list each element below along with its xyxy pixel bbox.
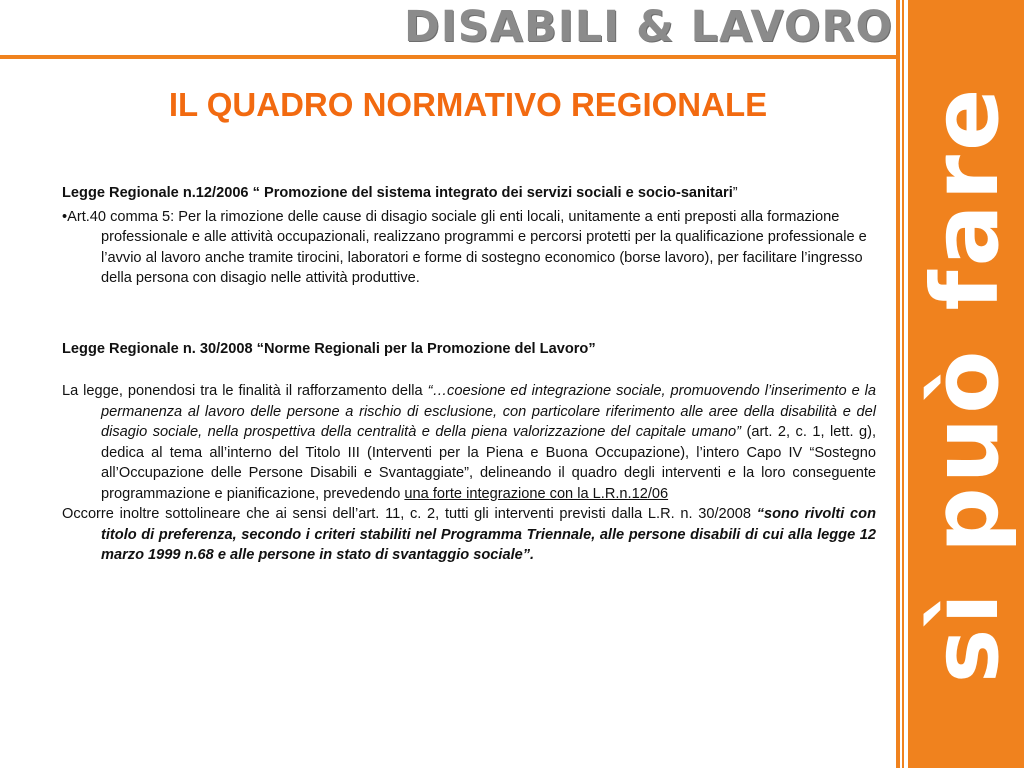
law-12-2006-heading-text: Legge Regionale n.12/2006 “ Promozione del sistema integrato dei servizi sociali e socio-sanitar [62,185,729,201]
page-title: IL QUADRO NORMATIVO REGIONALE [168,86,768,123]
law-12-2006-heading [62,183,876,204]
paragraph-text: La legge, ponendosi tra le finalità il rafforzamento della [62,383,428,399]
law-30-2008-heading: Legge Regionale n. 30/2008 “Norme Regionali per la Promozione del Lavoro” [62,340,596,357]
paragraph-text-continued: (art. 2, c. 1, lett. g), dedica al tema all’interno del Titolo III (Interventi per la Piena e Buona Occupazione), l’intero Capo IV “Sostegno all’Occupazione delle Persone Disabili e Svantaggiate”, delineando il quadro degli interventi e la loro conseguente programmazione e pianificazione, prevedendo [101,424,876,502]
slide-content [62,183,876,566]
paragraph-text: Occorre inoltre sottolineare che ai sensi dell’art. 11, c. 2, tutti gli interventi previsti dalla L.R. n. 30/2008 [62,506,757,522]
law-12-2006-heading-close-quote: ” [732,185,738,201]
side-banner-text: sì può fare [912,84,1019,684]
law-12-2006-heading-end-i: i [728,185,733,201]
law-30-2008-paragraph [62,381,876,504]
paragraph-quote: “…coesione ed integrazione sociale, promuovendo l’inserimento e la permanenza al lavoro delle persone a rischio di esclusione, con particolare riferimento alle aree della disabilità e del disagio sociale, nella prospettiva della centralità e della piena valorizzazione del capitale umano” [101,383,876,440]
art-40-bullet: •Art.40 comma 5: Per la rimozione delle cause di disagio sociale gli enti locali, unitamente a enti preposti alla formazione professionale e alle attività occupazionali, realizzano programmi e percorsi protetti per la qualificazione professionale e l’avvio al lavoro anche tramite tirocini, laboratori e forme di sostegno economico (borse lavoro), per facilitare l’ingresso della persona con disagio nelle attività produttive. [62,208,867,286]
logo-text: DISABILI & LAVORO [404,2,894,52]
spacer [62,359,876,381]
paragraph-quote-bold: “sono rivolti con titolo di preferenza, secondo i criteri stabiliti nel Programma Triennale, alle persone disabili di cui alla legge 12 marzo 1999 n.68 e alle persone in stato di svantaggio sociale”. [101,506,876,563]
integration-underline: una forte integrazione con la L.R.n.12/06 [404,485,669,502]
spacer [62,289,876,331]
header-rule [0,55,896,59]
art-11-paragraph [62,504,876,566]
